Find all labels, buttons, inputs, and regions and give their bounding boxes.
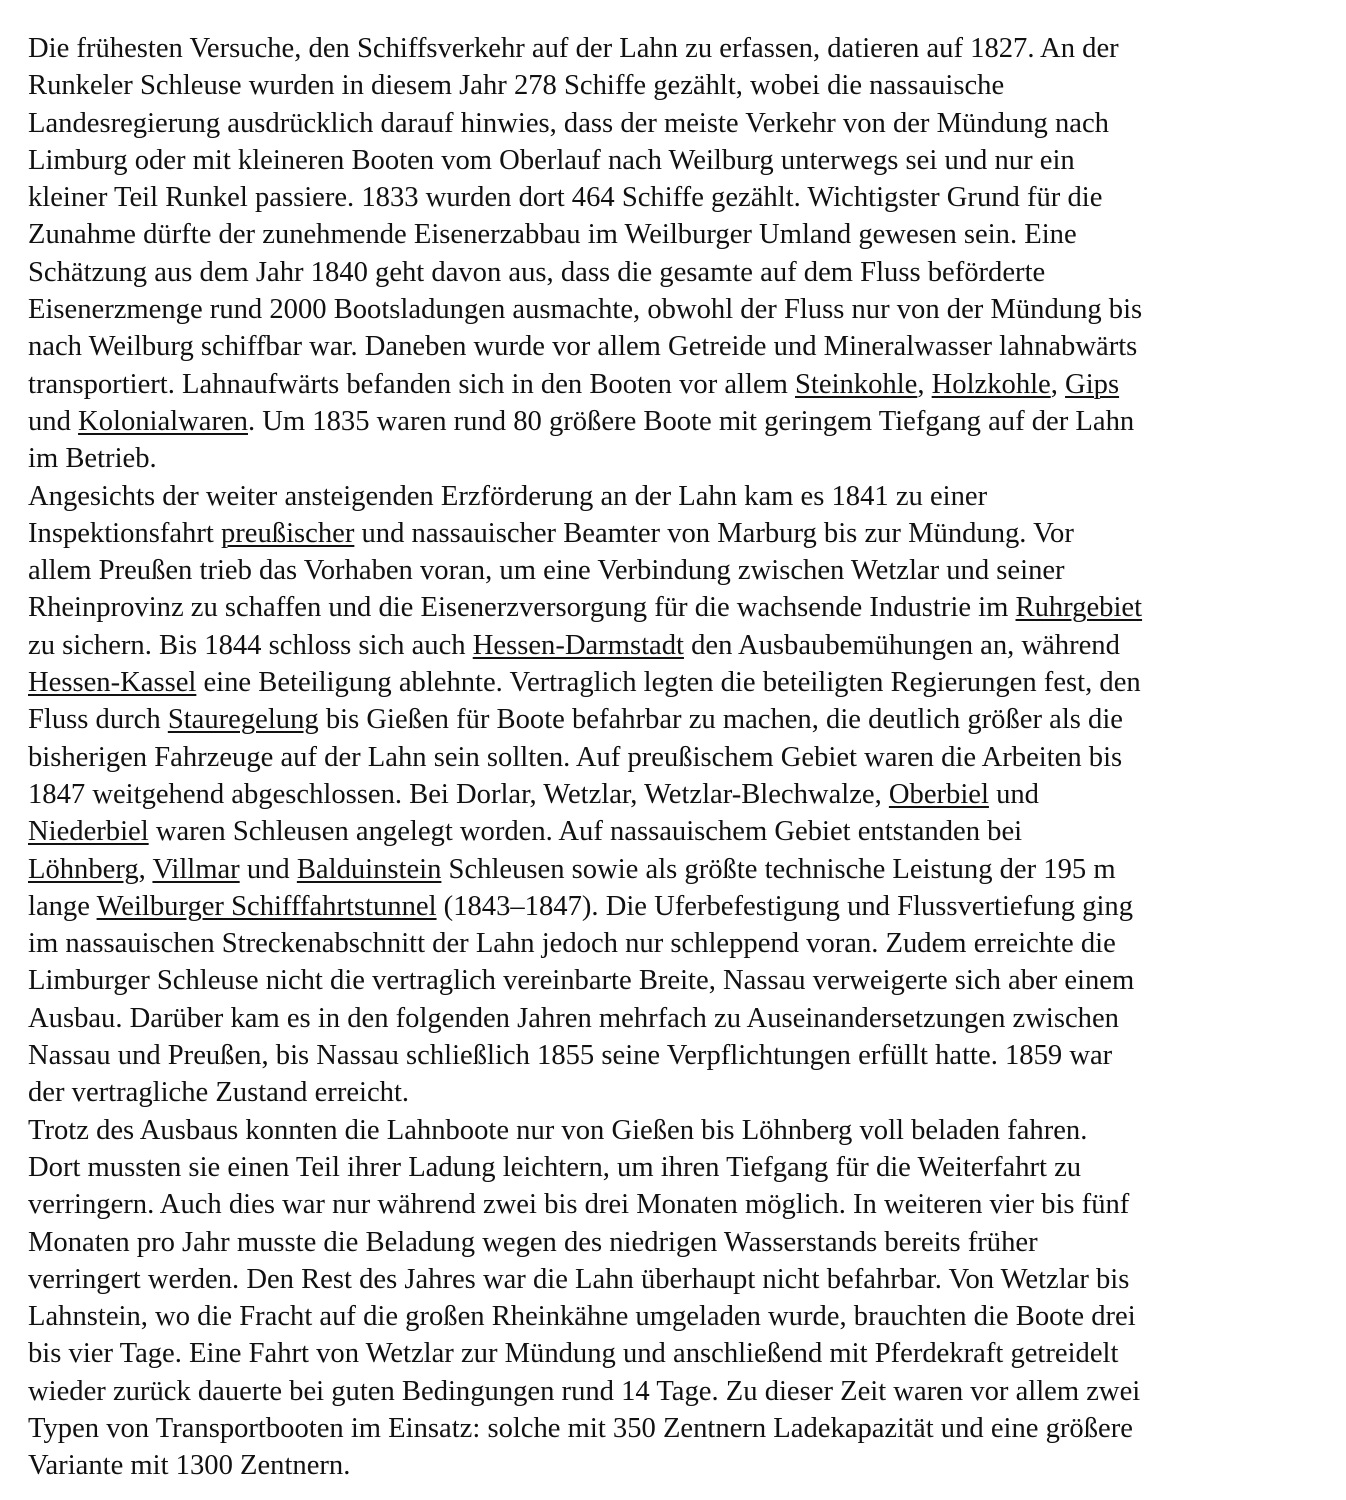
text-run: im Betrieb. [28, 443, 157, 475]
text-run: kleiner Teil Runkel passiere. 1833 wurden dort 464 Schiffe gezählt. Wichtigster Grund für die [28, 182, 1103, 214]
text-run: bis Gießen für Boote befahrbar zu machen, die deutlich größer als die [318, 704, 1123, 736]
text-line [28, 478, 1313, 515]
text-run: , [1050, 368, 1066, 400]
text-run: . Um 1835 waren rund 80 größere Boote mit geringem Tiefgang auf der Lahn [247, 405, 1135, 437]
text-line [28, 1112, 1313, 1149]
text-run: und [239, 853, 297, 885]
link-hessen-kassel[interactable]: Hessen-Kassel [28, 667, 197, 699]
text-run: und nassauischer Beamter von Marburg bis zur Mündung. Vor [354, 517, 1074, 549]
text-line [28, 67, 1313, 104]
text-line [28, 925, 1313, 962]
text-line [28, 589, 1313, 626]
text-line [28, 813, 1313, 850]
link-hessen-darmstadt[interactable]: Hessen-Darmstadt [472, 629, 684, 661]
text-run: Runkeler Schleuse wurden in diesem Jahr 278 Schiffe gezählt, wobei die nassauische [28, 70, 1005, 102]
text-run: Eisenerzmenge rund 2000 Bootsladungen ausmachte, obwohl der Fluss nur von der Mündung bis [28, 294, 1143, 326]
paragraph [28, 478, 1313, 1112]
text-line [28, 366, 1313, 403]
text-run: und [28, 405, 79, 437]
text-run: Schleusen sowie als größte technische Leistung der 195 m [441, 853, 1116, 885]
text-run: im nassauischen Streckenabschnitt der Lahn jedoch nur schleppend voran. Zudem erreichte die [28, 928, 1116, 960]
link-gips[interactable]: Gips [1065, 368, 1120, 400]
text-run: der vertragliche Zustand erreicht. [28, 1077, 410, 1109]
text-run: waren Schleusen angelegt worden. Auf nassauischem Gebiet entstanden bei [148, 816, 1023, 848]
text-run: transportiert. Lahnaufwärts befanden sich in den Booten vor allem [28, 368, 796, 400]
link-kolonialwaren[interactable]: Kolonialwaren [78, 405, 248, 437]
text-line [28, 776, 1313, 813]
text-run: Limburg oder mit kleineren Booten vom Oberlauf nach Weilburg unterwegs sei und nur ein [28, 144, 1075, 176]
text-run: den Ausbaubemühungen an, während [683, 629, 1120, 661]
link-holzkohle[interactable]: Holzkohle [931, 368, 1051, 400]
text-run: Variante mit 1300 Zentnern. [28, 1450, 351, 1482]
text-line [28, 328, 1313, 365]
text-run: verringern. Auch dies war nur während zwei bis drei Monaten möglich. In weiteren vier bis fünf [28, 1189, 1130, 1221]
text-line [28, 1224, 1313, 1261]
text-line [28, 1261, 1313, 1298]
link-weilburger-schifffahrtstunnel[interactable]: Weilburger Schifffahrtstunnel [96, 890, 437, 922]
text-run: Rheinprovinz zu schaffen und die Eisenerzversorgung für die wachsende Industrie im [28, 592, 1016, 624]
text-line [28, 888, 1313, 925]
text-line [28, 179, 1313, 216]
text-line [28, 1074, 1313, 1111]
text-run: (1843–1847). Die Uferbefestigung und Flussvertiefung ging [436, 890, 1133, 922]
link-ruhrgebiet[interactable]: Ruhrgebiet [1015, 592, 1143, 624]
text-run: Monaten pro Jahr musste die Beladung wegen des niedrigen Wasserstands bereits früher [28, 1226, 1038, 1258]
link-preussischer[interactable]: preußischer [220, 517, 355, 549]
text-run: , [917, 368, 932, 400]
paragraph [28, 1112, 1313, 1485]
text-run: Trotz des Ausbaus konnten die Lahnboote nur von Gießen bis Löhnberg voll beladen fahren. [28, 1114, 1088, 1146]
text-line [28, 291, 1313, 328]
text-line [28, 1298, 1313, 1335]
text-run: Landesregierung ausdrücklich darauf hinwies, dass der meiste Verkehr von der Mündung nach [28, 107, 1109, 139]
text-run: Schätzung aus dem Jahr 1840 geht davon aus, dass die gesamte auf dem Fluss beförderte [28, 256, 1046, 288]
link-balduinstein[interactable]: Balduinstein [296, 853, 442, 885]
text-run: Typen von Transportbooten im Einsatz: solche mit 350 Zentnern Ladekapazität und eine größere [28, 1412, 1133, 1444]
text-line [28, 142, 1313, 179]
text-run: und [988, 778, 1039, 810]
text-line [28, 552, 1313, 589]
text-line [28, 1186, 1313, 1223]
text-line [28, 1149, 1313, 1186]
text-run: zu sichern. Bis 1844 schloss sich auch [28, 629, 473, 661]
text-line [28, 30, 1313, 67]
text-line [28, 515, 1313, 552]
text-line [28, 1410, 1313, 1447]
text-line [28, 962, 1313, 999]
text-line [28, 1373, 1313, 1410]
text-run: Dort mussten sie einen Teil ihrer Ladung leichtern, um ihren Tiefgang für die Weiterfahrt zu [28, 1151, 1082, 1183]
link-stauregelung[interactable]: Stauregelung [167, 704, 319, 736]
text-line [28, 1335, 1313, 1372]
text-line [28, 1447, 1313, 1484]
text-run: verringert werden. Den Rest des Jahres war die Lahn überhaupt nicht befahrbar. Von Wetzlar bis [28, 1263, 1130, 1295]
text-line [28, 216, 1313, 253]
text-run: , [138, 853, 153, 885]
text-run: wieder zurück dauerte bei guten Bedingungen rund 14 Tage. Zu dieser Zeit waren vor allem zwei [28, 1375, 1141, 1407]
link-niederbiel[interactable]: Niederbiel [28, 816, 149, 848]
text-run: Die frühesten Versuche, den Schiffsverkehr auf der Lahn zu erfassen, datieren auf 1827. An der [28, 33, 1119, 64]
text-run: nach Weilburg schiffbar war. Daneben wurde vor allem Getreide und Mineralwasser lahnabwärts [28, 331, 1138, 363]
document-body [28, 30, 1313, 1485]
text-run: bis vier Tage. Eine Fahrt von Wetzlar zur Mündung und anschließend mit Pferdekraft getreidelt [28, 1338, 1119, 1370]
paragraph [28, 30, 1313, 478]
text-run: Lahnstein, wo die Fracht auf die großen Rheinkähne umgeladen wurde, brauchten die Boote drei [28, 1301, 1136, 1333]
text-run: Inspektionsfahrt [28, 517, 221, 549]
text-line [28, 701, 1313, 738]
text-run: bisherigen Fahrzeuge auf der Lahn sein sollten. Auf preußischem Gebiet waren die Arbeiten bis [28, 741, 1123, 773]
link-steinkohle[interactable]: Steinkohle [795, 368, 918, 400]
text-run: allem Preußen trieb das Vorhaben voran, um eine Verbindung zwischen Wetzlar und seiner [28, 555, 1065, 587]
text-run: 1847 weitgehend abgeschlossen. Bei Dorlar, Wetzlar, Wetzlar-Blechwalze, [28, 778, 889, 810]
text-line [28, 739, 1313, 776]
text-line [28, 1000, 1313, 1037]
text-run: lange [28, 890, 97, 922]
text-line [28, 627, 1313, 664]
text-line [28, 254, 1313, 291]
link-loehnberg[interactable]: Löhnberg [28, 853, 139, 885]
text-line [28, 1037, 1313, 1074]
link-oberbiel[interactable]: Oberbiel [888, 778, 989, 810]
text-line [28, 105, 1313, 142]
text-run: eine Beteiligung ablehnte. Vertraglich legten die beteiligten Regierungen fest, den [196, 667, 1141, 699]
text-line [28, 440, 1313, 477]
text-line [28, 851, 1313, 888]
text-run: Limburger Schleuse nicht die vertraglich vereinbarte Breite, Nassau verweigerte sich aber einem [28, 965, 1135, 997]
text-run: Ausbau. Darüber kam es in den folgenden Jahren mehrfach zu Auseinandersetzungen zwischen [28, 1002, 1119, 1034]
text-run: Zunahme dürfte der zunehmende Eisenerzabbau im Weilburger Umland gewesen sein. Eine [28, 219, 1077, 251]
text-line [28, 664, 1313, 701]
text-run: Angesichts der weiter ansteigenden Erzförderung an der Lahn kam es 1841 zu einer [28, 480, 988, 512]
text-run: Nassau und Preußen, bis Nassau schließlich 1855 seine Verpflichtungen erfüllt hatte. 1859 war [28, 1040, 1113, 1072]
text-run: Fluss durch [28, 704, 168, 736]
link-villmar[interactable]: Villmar [152, 853, 240, 885]
text-line [28, 403, 1313, 440]
